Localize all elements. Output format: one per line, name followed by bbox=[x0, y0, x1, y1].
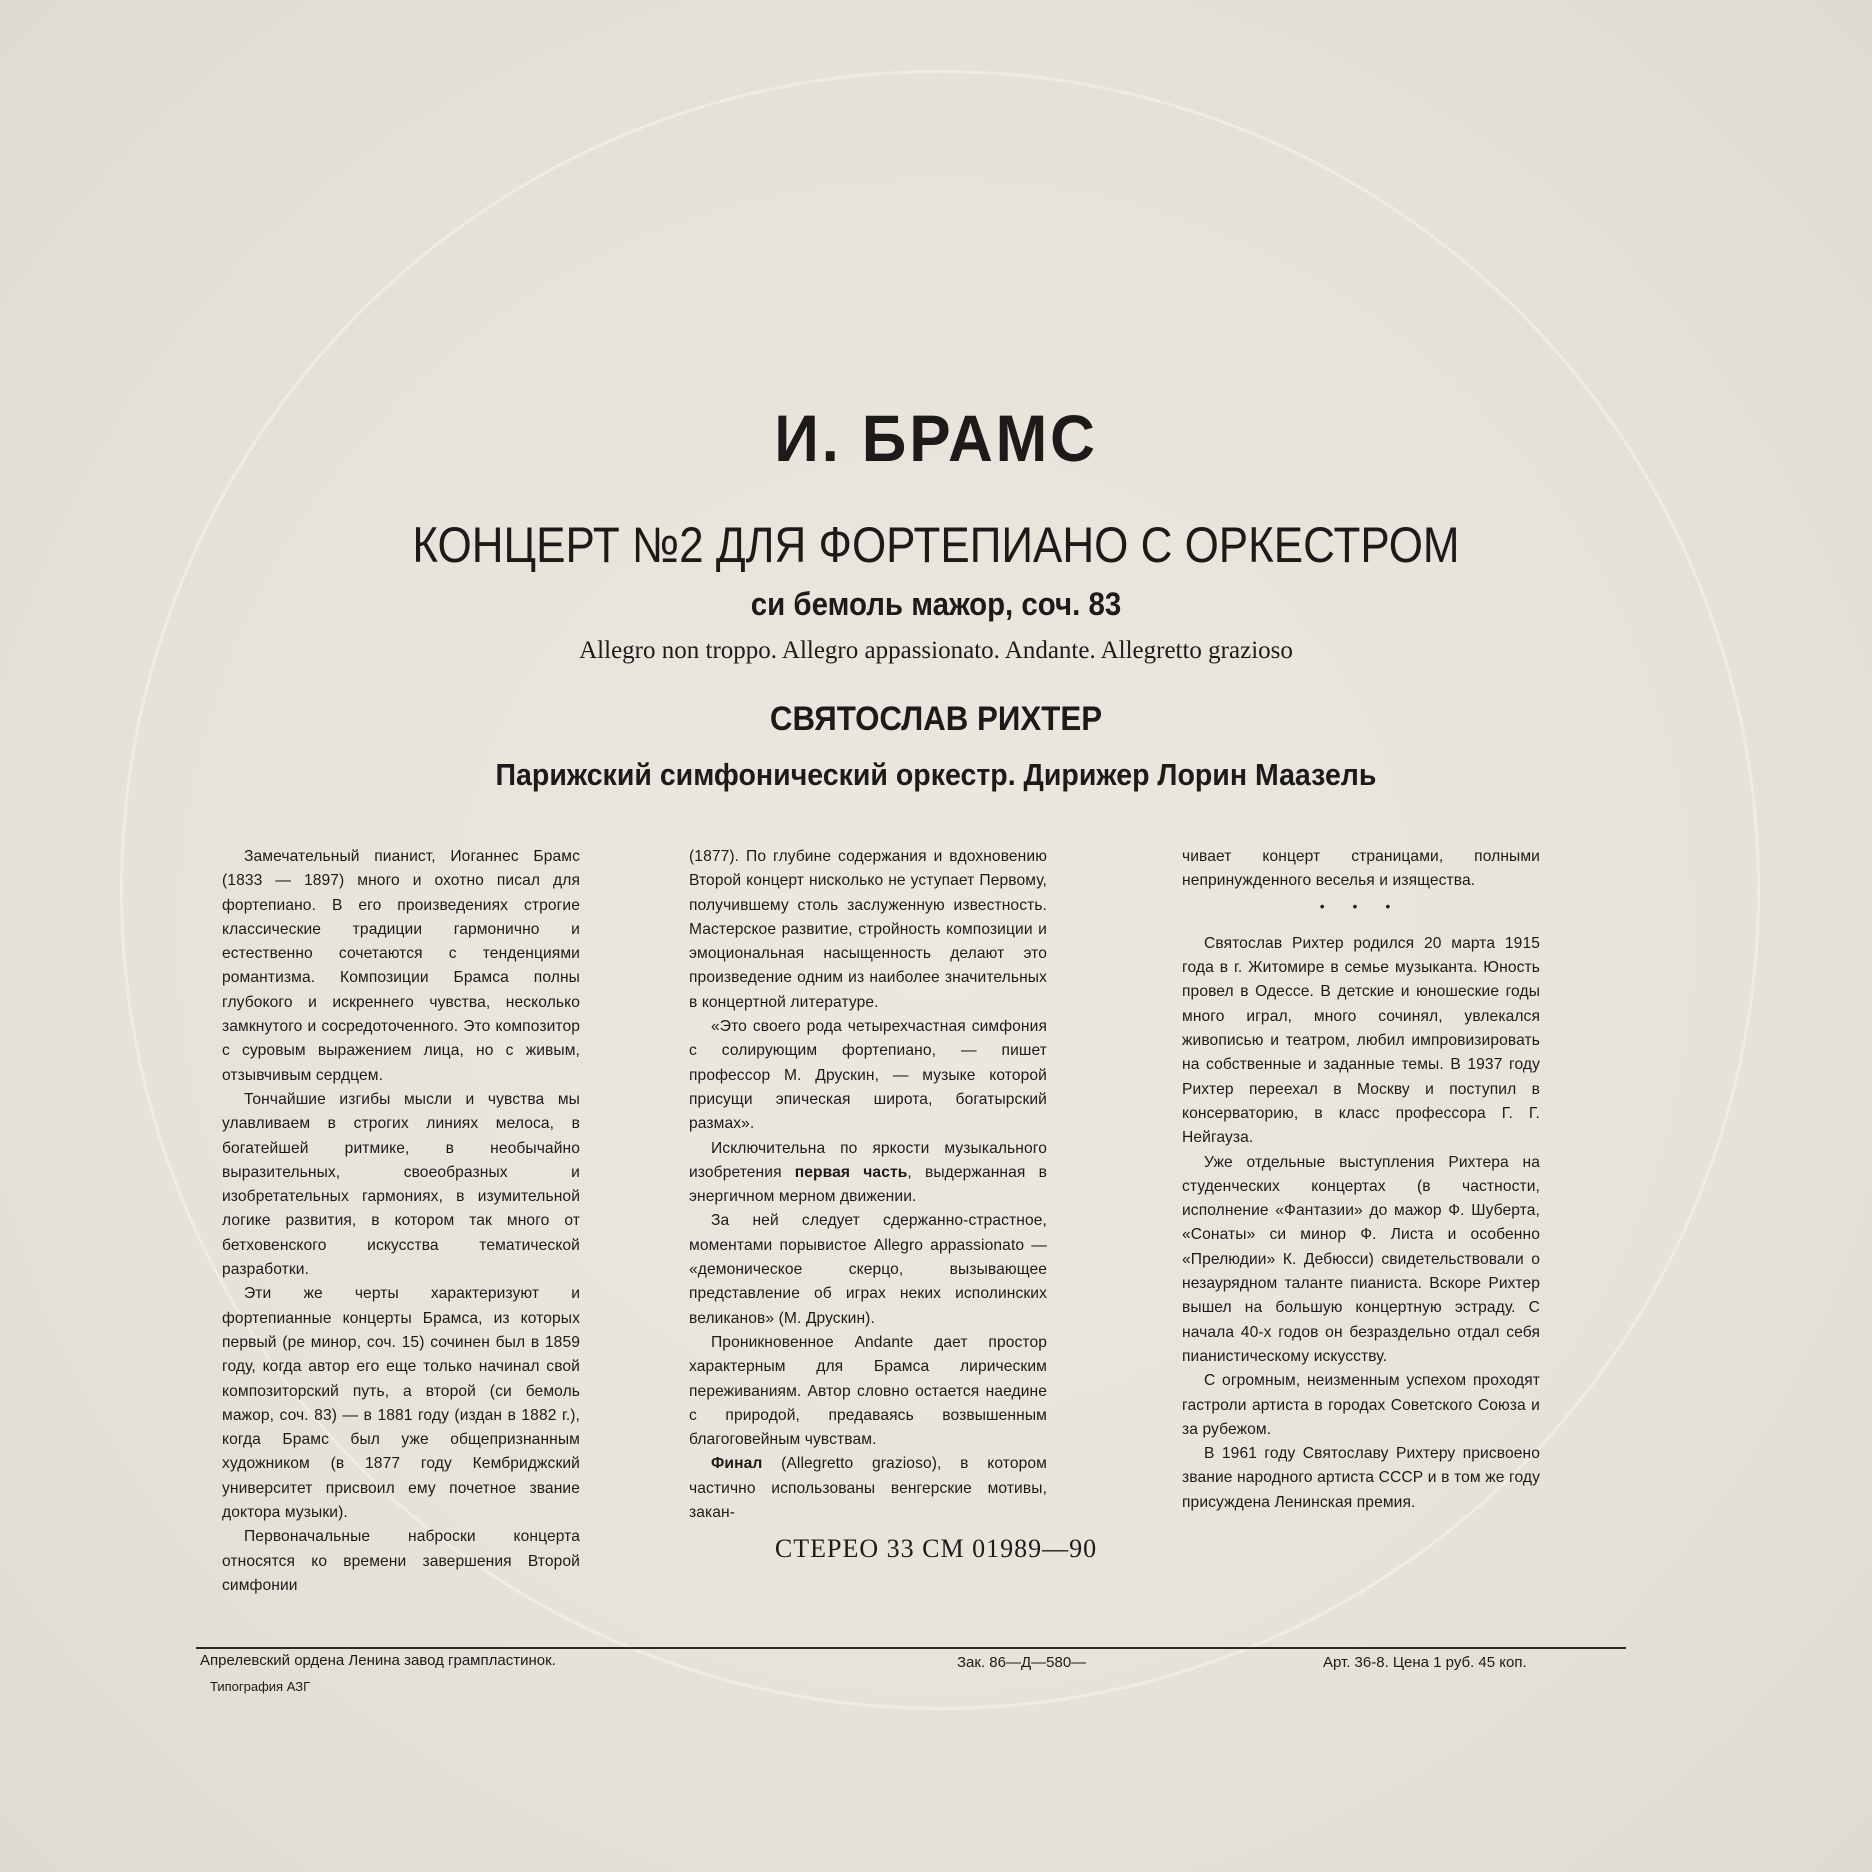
work-title: КОНЦЕРТ №2 ДЛЯ ФОРТЕПИАНО С ОРКЕСТРОМ bbox=[412, 517, 1460, 573]
paragraph: С огромным, неизменным успехом проходят гастроли артиста в городах Советского Союза и за рубежом. bbox=[1182, 1372, 1540, 1438]
paragraph: Эти же черты характеризуют и фортепианные концерты Брамса, из которых первый (ре минор, соч. 15) сочинен был в 1859 году, когда автор его еще только начинал свой композиторский путь, а второй (си бемоль мажор, соч. 83) — в 1881 году (издан в 1882 г.), когда Брамс был уже общепризнанным художником (в 1877 году Кембриджский университет присвоил ему почетное звание доктора музыки). bbox=[222, 1285, 580, 1522]
printer: Типография АЗГ bbox=[210, 1679, 311, 1694]
liner-notes-column-2 bbox=[689, 845, 1047, 1525]
work-key: си бемоль мажор, соч. 83 bbox=[750, 586, 1122, 622]
paragraph: Замечательный пианист, Иоганнес Брамс (1833 — 1897) много и охотно писал для фортепиано. В его произведениях строгие классические традиции гармонично и естественно сочетаются с тенденциями романтизма. Композиции Брамса полны глубокого и искреннего чувства, несколько замкнутого и сосредоточенного. Это композитор с суровым выражением лица, но с живым, отзывчивым сердцем. bbox=[222, 848, 580, 1084]
manufacturer: Апрелевский ордена Ленина завод грампластинок. bbox=[200, 1652, 556, 1669]
liner-notes-column-3 bbox=[1182, 845, 1540, 1515]
paragraph: чивает концерт страницами, полными непринужденного веселья и изящества. bbox=[1182, 848, 1540, 890]
text-run: Исключительна по яркости музыкального изобретения bbox=[689, 1139, 1047, 1181]
paragraph bbox=[689, 1137, 1047, 1210]
paragraph: «Это своего рода четырехчастная симфония с солирующим фортепиано, — пишет профессор М. Друскин, — музыке которой присущи эпическая широта, богатырский размах». bbox=[689, 1018, 1047, 1133]
conductor-name: Лорин Маазель bbox=[1157, 757, 1377, 792]
paragraph: За ней следует сдержанно-страстное, моментами порывистое Allegro appassionato — «демоническое скерцо, вызывающее представление об играх неких исполинских великанов» (М. Друскин). bbox=[689, 1212, 1047, 1327]
composer-name: И. БРАМС bbox=[774, 401, 1098, 475]
paragraph bbox=[689, 1452, 1047, 1525]
text-run: , выдержанная в энергичном мерном движении. bbox=[689, 1163, 1047, 1206]
footer-rule bbox=[196, 1647, 1626, 1649]
liner-notes-column-1 bbox=[222, 845, 580, 1598]
soloist-name: СВЯТОСЛАВ РИХТЕР bbox=[769, 700, 1103, 738]
article-price: Арт. 36-8. Цена 1 руб. 45 коп. bbox=[1323, 1654, 1527, 1671]
text-run: (Allegretto grazioso), в котором частично использованы венгерские мотивы, закан- bbox=[689, 1455, 1047, 1522]
emphasis-finale: Финал bbox=[711, 1455, 763, 1473]
movement-list: Allegro non troppo. Allegro appassionato. Andante. Allegretto grazioso bbox=[579, 637, 1293, 664]
orchestra-name: Парижский симфонический оркестр. Дирижер bbox=[495, 757, 1150, 792]
paragraph: Тончайшие изгибы мысли и чувства мы улавливаем в строгих линиях мелоса, в богатейшей ритмике, в необычайно выразительных, своеобразных и изобретательных гармониях, в изумительной логике развития, в котором так много от бетховенского искусства тематической разработки. bbox=[222, 1090, 580, 1279]
paragraph: (1877). По глубине содержания и вдохновению Второй концерт нисколько не уступает Первому, получившему столь заслуженную известность. Мастерское развитие, стройность композиции и эмоциональная насыщенность делают это произведение одним из наиболее значительных в концертной литературе. bbox=[689, 848, 1047, 1011]
section-divider: • • • bbox=[1319, 897, 1403, 914]
paragraph: Уже отдельные выступления Рихтера на студенческих концертах (в частности, исполнение «Фантазии» до мажор Ф. Шуберта, «Сонаты» си минор Ф. Листа и особенно «Прелюдии» К. Дебюсси) свидетельствовали о незаурядном таланте пианиста. Вскоре Рихтер вышел на большую концертную эстраду. С начала 40-х годов он безраздельно отдал себя пианистическому искусству. bbox=[1182, 1153, 1540, 1365]
orchestra-line bbox=[75, 757, 1797, 793]
paragraph: Проникновенное Andante дает простор характерным для Брамса лирическим переживаниям. Автор словно остается наедине с природой, предаваясь возвышенным благоговейным чувствам. bbox=[689, 1333, 1047, 1449]
order-number: Зак. 86—Д—580— bbox=[957, 1654, 1087, 1671]
emphasis-first-movement: первая часть bbox=[794, 1163, 908, 1181]
paragraph: Первоначальные наброски концерта относятся ко времени завершения Второй симфонии bbox=[222, 1528, 580, 1594]
catalog-number: СТЕРЕО 33 СМ 01989—90 bbox=[774, 1534, 1098, 1563]
paragraph: В 1961 году Святославу Рихтеру присвоено звание народного артиста СССР и в том же году присуждена Ленинская премия. bbox=[1182, 1445, 1540, 1511]
paragraph: Святослав Рихтер родился 20 марта 1915 года в г. Житомире в семье музыканта. Юность провел в Одессе. В детские и юношеские годы много играл, много сочинял, увлекался живописью и театром, любил импровизировать на собственные и заданные темы. В 1937 году Рихтер переехал в Москву и поступил в консерваторию, в класс профессора Г. Г. Нейгауза. bbox=[1182, 934, 1540, 1147]
